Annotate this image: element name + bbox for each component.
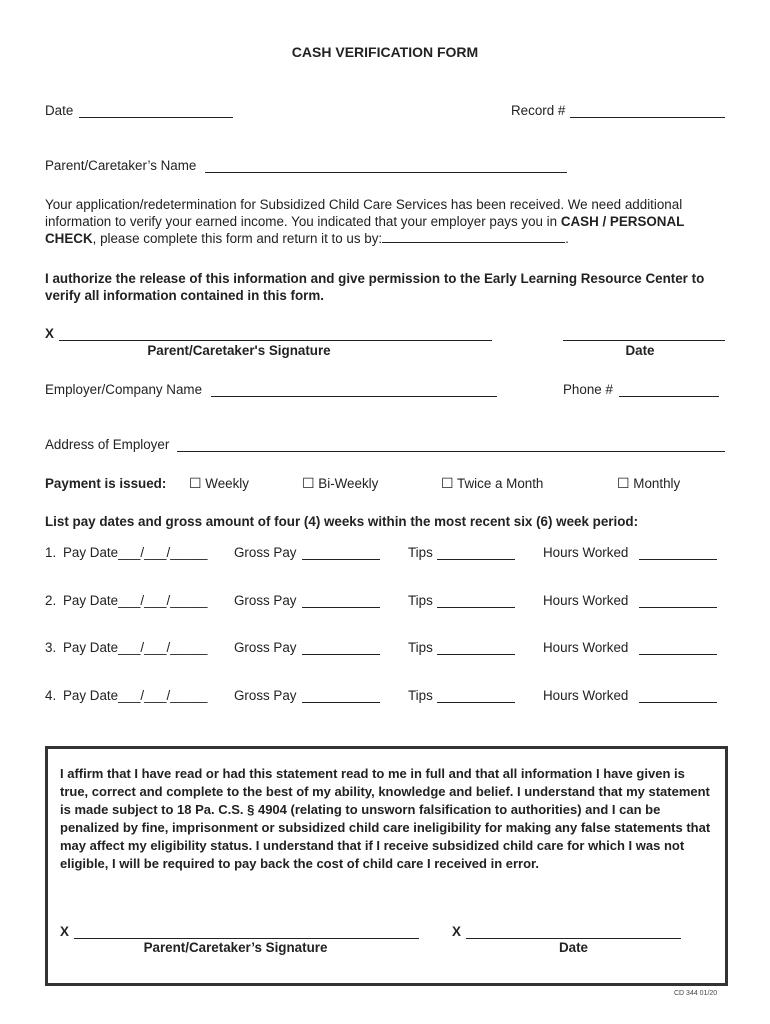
hours-worked-label: Hours Worked xyxy=(543,688,629,703)
payment-option-twice-a-month[interactable] xyxy=(441,475,543,492)
hours-worked-field[interactable] xyxy=(639,607,717,608)
phone-field[interactable] xyxy=(619,396,719,397)
form-code: CD 344 01/20 xyxy=(674,990,718,997)
hours-worked-field[interactable] xyxy=(639,702,717,703)
affirm-signature-x-mark: X xyxy=(60,924,69,939)
gross-pay-field[interactable] xyxy=(302,702,380,703)
intro-emphasis: CASH / PERSONAL CHECK xyxy=(45,214,685,246)
checkbox-icon[interactable]: ☐ xyxy=(302,475,315,491)
parent-signature-field[interactable] xyxy=(59,340,492,341)
record-field[interactable] xyxy=(570,117,725,118)
record-label: Record # xyxy=(511,103,566,118)
tips-label: Tips xyxy=(408,688,433,703)
return-by-field[interactable] xyxy=(382,231,565,243)
pay-date-field[interactable]: Pay Date___/___/_____ xyxy=(63,545,208,560)
pay-date-field[interactable]: Pay Date___/___/_____ xyxy=(63,640,208,655)
intro-paragraph xyxy=(45,196,725,247)
tips-field[interactable] xyxy=(437,702,515,703)
payment-option-biweekly[interactable] xyxy=(302,475,378,492)
affirm-signature-field[interactable] xyxy=(74,938,419,939)
intro-text-2: , please complete this form and return it to us by: xyxy=(92,231,383,246)
affirm-date-label: Date xyxy=(558,940,589,955)
hours-worked-label: Hours Worked xyxy=(543,640,629,655)
page-title: CASH VERIFICATION FORM xyxy=(291,44,479,60)
intro-end: . xyxy=(565,231,569,246)
pay-date-field[interactable]: Pay Date___/___/_____ xyxy=(63,688,208,703)
gross-pay-field[interactable] xyxy=(302,559,380,560)
pay-row-number: 1. xyxy=(45,545,57,560)
intro-text-1: Your application/redetermination for Subsidized Child Care Services has been received. We need additional information to verify your earned income. You indicated that your employer pays you in xyxy=(45,197,683,229)
authorization-text: I authorize the release of this information and give permission to the Early Learning Resource Center to verify all information contained in this form. xyxy=(45,271,705,303)
gross-pay-field[interactable] xyxy=(302,607,380,608)
payment-issued-label: Payment is issued: xyxy=(45,476,167,491)
pay-list-instruction: List pay dates and gross amount of four (4) weeks within the most recent six (6) week period: xyxy=(45,514,639,529)
gross-pay-label: Gross Pay xyxy=(234,593,297,608)
affirm-date-field[interactable] xyxy=(466,938,681,939)
checkbox-icon[interactable]: ☐ xyxy=(189,475,202,491)
tips-field[interactable] xyxy=(437,607,515,608)
signature-date-field[interactable] xyxy=(563,340,725,341)
hours-worked-field[interactable] xyxy=(639,559,717,560)
employer-name-field[interactable] xyxy=(211,396,497,397)
affirm-signature-label: Parent/Caretaker’s Signature xyxy=(143,940,328,955)
hours-worked-label: Hours Worked xyxy=(543,545,629,560)
gross-pay-label: Gross Pay xyxy=(234,640,297,655)
pay-row-number: 4. xyxy=(45,688,57,703)
payment-option-label: Weekly xyxy=(205,476,249,491)
affirmation-text: I affirm that I have read or had this statement read to me in full and that all information I have given is true, correct and complete to the best of my ability, knowledge and belief. I understand that my statement is made subject to 18 Pa. C.S. § 4904 (relating to unsworn falsification to authorities) and I can be penalized by fine, imprisonment or subsidized child care ineligibility for making any false statements that may affect my eligibility status. I understand that if I receive subsidized child care for which I was not eligible, I will be required to pay back the cost of child care I received in error. xyxy=(60,766,711,871)
hours-worked-label: Hours Worked xyxy=(543,593,629,608)
tips-label: Tips xyxy=(408,593,433,608)
payment-option-label: Twice a Month xyxy=(457,476,544,491)
hours-worked-field[interactable] xyxy=(639,654,717,655)
payment-option-label: Monthly xyxy=(633,476,681,491)
payment-option-label: Bi-Weekly xyxy=(318,476,379,491)
date-label: Date xyxy=(45,103,74,118)
tips-field[interactable] xyxy=(437,654,515,655)
pay-row-number: 2. xyxy=(45,593,57,608)
date-field[interactable] xyxy=(79,117,233,118)
gross-pay-label: Gross Pay xyxy=(234,545,297,560)
pay-row-number: 3. xyxy=(45,640,57,655)
tips-label: Tips xyxy=(408,545,433,560)
affirm-date-x-mark: X xyxy=(452,924,461,939)
employer-address-field[interactable] xyxy=(177,451,725,452)
phone-label: Phone # xyxy=(563,382,613,397)
checkbox-icon[interactable]: ☐ xyxy=(441,475,454,491)
parent-name-label: Parent/Caretaker’s Name xyxy=(45,158,197,173)
signature-x-mark: X xyxy=(45,326,54,341)
signature-date-label: Date xyxy=(625,343,655,358)
checkbox-icon[interactable]: ☐ xyxy=(617,475,630,491)
parent-signature-label: Parent/Caretaker's Signature xyxy=(147,343,331,358)
gross-pay-label: Gross Pay xyxy=(234,688,297,703)
tips-field[interactable] xyxy=(437,559,515,560)
gross-pay-field[interactable] xyxy=(302,654,380,655)
payment-option-weekly[interactable] xyxy=(189,475,249,492)
tips-label: Tips xyxy=(408,640,433,655)
payment-option-monthly[interactable] xyxy=(617,475,680,492)
parent-name-field[interactable] xyxy=(205,172,567,173)
employer-address-label: Address of Employer xyxy=(45,437,170,452)
pay-date-field[interactable]: Pay Date___/___/_____ xyxy=(63,593,208,608)
employer-name-label: Employer/Company Name xyxy=(45,382,203,397)
